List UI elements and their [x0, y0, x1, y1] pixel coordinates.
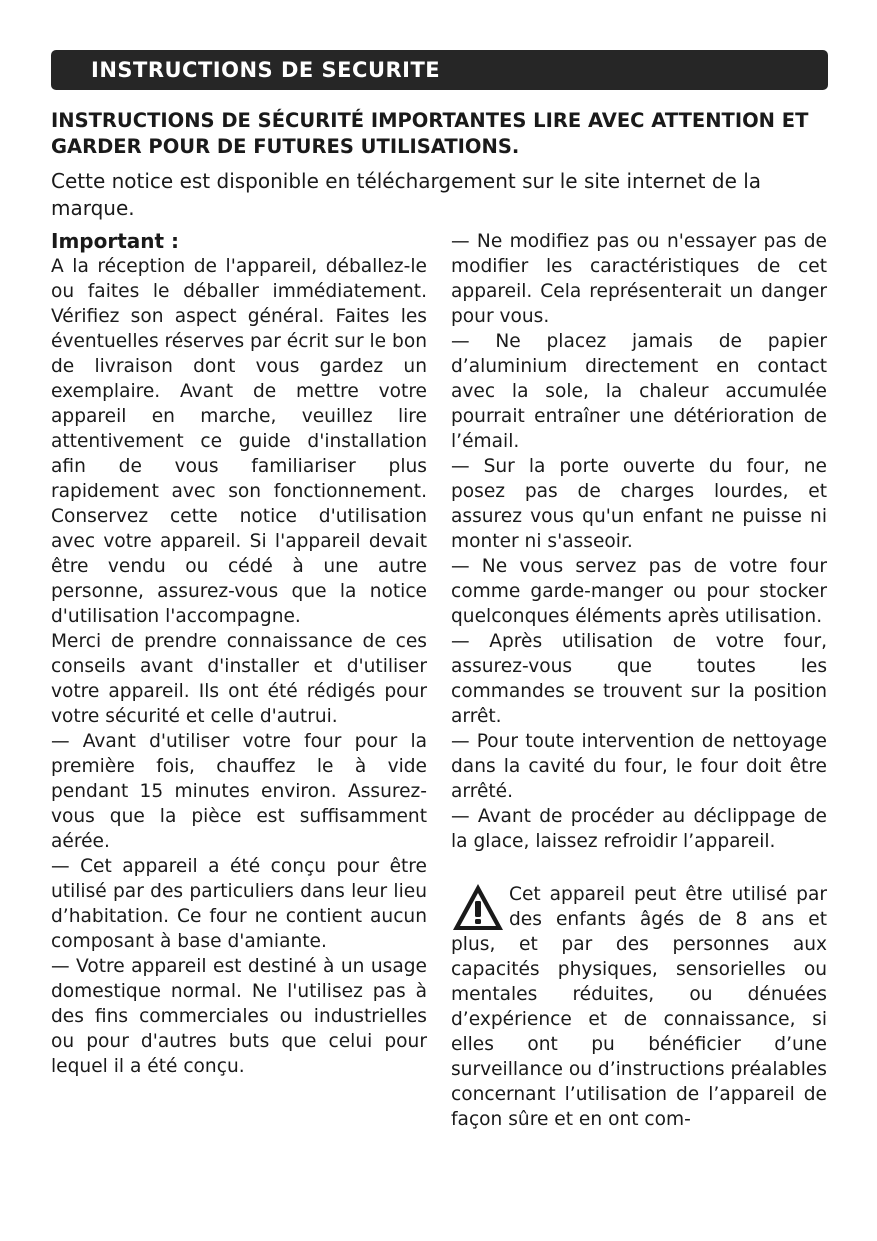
paragraph-porte-ouverte: — Sur la porte ouverte du four, ne posez pas de charges lourdes, et assurez vous qu'un enfant ne puisse ni monter ni s'asseoir.	[451, 456, 827, 552]
warning-triangle-icon	[451, 882, 505, 932]
paragraph-usage-domestique: — Votre appareil est destiné à un usage domestique normal. Ne l'utilisez pas à des fins commerciales ou industrielles ou pour d'autres buts que celui pour lequel il a été conçu.	[51, 956, 427, 1077]
section-header	[51, 50, 828, 90]
paragraph-premiere-utilisation: — Avant d'utiliser votre four pour la première fois, chauffez le à vide pendant 15 minutes environ. Assurez-vous que la pièce est suffisamment aérée.	[51, 731, 427, 852]
page-title: INSTRUCTIONS DE SÉCURITÉ IMPORTANTES LIRE AVEC ATTENTION ET GARDER POUR DE FUTURES UTILISATIONS.	[51, 109, 809, 158]
intro-text: Cette notice est disponible en téléchargement sur le site internet de la marque.	[51, 169, 762, 220]
important-heading: Important :	[51, 229, 180, 253]
paragraph-particuliers: — Cet appareil a été conçu pour être utilisé par des particuliers dans leur lieu d’habitation. Ce four ne contient aucun composant à base d'amiante.	[51, 856, 427, 952]
left-column	[51, 229, 427, 1079]
right-column	[451, 229, 827, 1132]
paragraph-papier-aluminium: — Ne placez jamais de papier d’aluminium directement en contact avec la sole, la chaleur accumulée pourrait entraîner une détérioration de l’émail.	[451, 331, 827, 452]
paragraph-conseils: Merci de prendre connaissance de ces conseils avant d'installer et d'utiliser votre appareil. Ils ont été rédigés pour votre sécurité et celle d'autrui.	[51, 631, 427, 727]
paragraph-ne-modifiez-pas: — Ne modifiez pas ou n'essayer pas de modifier les caractéristiques de cet appareil. Cela représenterait un danger pour vous.	[451, 231, 827, 327]
warning-text: Cet appareil peut être utilisé par des enfants âgés de 8 ans et plus, et par des personnes aux capacités physiques, sensorielles ou mentales réduites, ou dénuées d’expérience et de connaissance, si elles ont pu bénéficier d’une surveillance ou d’instructions préalables concernant l’utilisation de l’appareil de façon sûre et en ont com-	[451, 884, 827, 1130]
paragraph-declippage: — Avant de procéder au déclippage de la glace, laissez refroidir l’appareil.	[451, 806, 827, 852]
paragraph-nettoyage: — Pour toute intervention de nettoyage dans la cavité du four, le four doit être arrêté.	[451, 731, 827, 802]
paragraph-garde-manger: — Ne vous servez pas de votre four comme garde-manger ou pour stocker quelconques éléments après utilisation.	[451, 556, 827, 627]
section-header-title: INSTRUCTIONS DE SECURITE	[91, 58, 441, 82]
paragraph-reception: A la réception de l'appareil, déballez-le ou faites le déballer immédiatement. Vérifiez son aspect général. Faites les éventuelles réserves par écrit sur le bon de livraison dont vous gardez un exemplaire. Avant de mettre votre appareil en marche, veuillez lire attentivement ce guide d'installation afin de vous familiariser plus rapidement avec son fonctionnement. Conservez cette notice d'utilisation avec votre appareil. Si l'appareil devait être vendu ou cédé à une autre personne, assurez-vous que la notice d'utilisation l'accompagne.	[51, 256, 427, 627]
warning-block	[451, 882, 827, 1132]
paragraph-apres-utilisation: — Après utilisation de votre four, assurez-vous que toutes les commandes se trouvent sur la position arrêt.	[451, 631, 827, 727]
